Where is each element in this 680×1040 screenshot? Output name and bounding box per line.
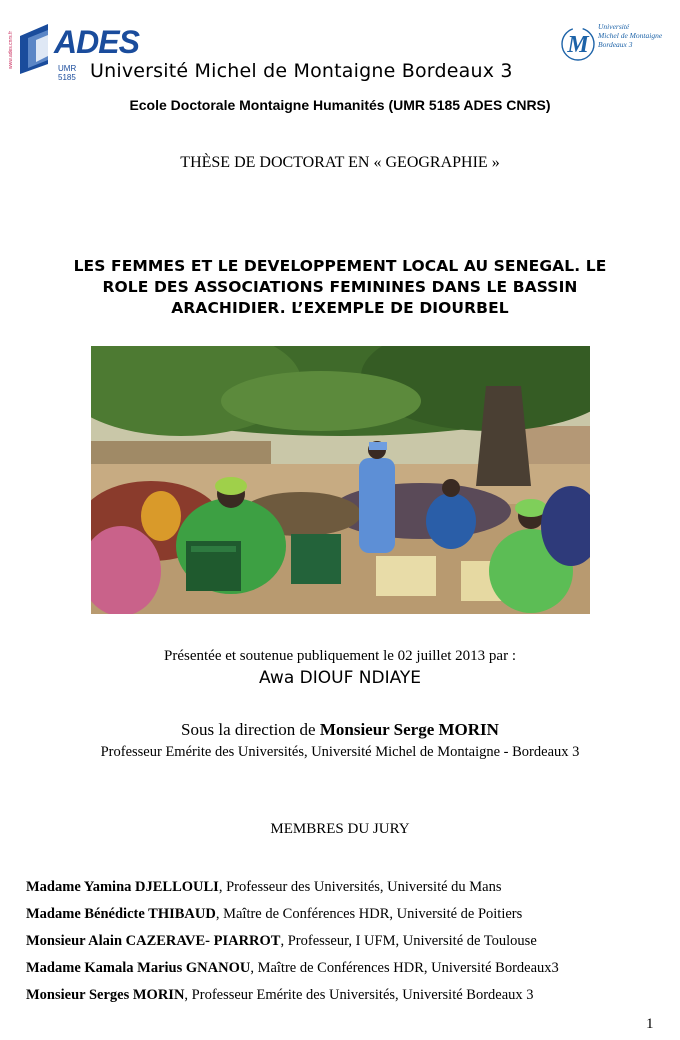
jury-member-name: Madame Yamina DJELLOULI [26,879,219,895]
montaigne-logo-text [598,22,670,49]
montaigne-logo [560,20,670,70]
jury-member-name: Madame Kamala Marius GNANOU [26,960,251,976]
photo-women-meeting-icon [91,346,590,614]
jury-heading: MEMBRES DU JURY [270,821,410,837]
cover-photo [91,346,590,614]
author-name: Awa DIOUF NDIAYE [258,668,422,688]
jury-member-role: , Maître de Conférences HDR, Université de Poitiers [215,906,523,922]
doctoral-school: Ecole Doctorale Montaigne Humanités (UMR 5185 ADES CNRS) [129,97,551,113]
jury-member [26,878,666,905]
university-title: Université Michel de Montaigne Bordeaux 3 [90,60,513,82]
supervision-line [0,720,680,740]
supervision-prefix: Sous la direction de [181,720,320,739]
thesis-title-line: ROLE DES ASSOCIATIONS FEMININES DANS LE BASSIN [102,278,578,296]
jury-member-name: Madame Bénédicte THIBAUD [26,906,216,922]
ades-logo [8,20,139,82]
jury-member-role: , Professeur, I UFM, Université de Toulouse [280,933,537,949]
supervisor-title: Professeur Emérite des Universités, Université Michel de Montaigne - Bordeaux 3 [100,744,580,760]
svg-text:M: M [567,32,589,58]
jury-member-name: Monsieur Serges MORIN [26,987,185,1003]
jury-list [26,878,666,1013]
montaigne-logo-line1: Université [598,22,630,31]
montaigne-logo-line2: Michel de Montaigne [598,31,663,40]
jury-member [26,959,666,986]
jury-member-role: , Professeur Emérite des Universités, Université Bordeaux 3 [184,987,534,1003]
ades-logo-umr: UMR 5185 [58,64,77,82]
montaigne-m-icon [560,24,596,64]
ades-logo-word: ADES [54,24,139,60]
jury-member-role: , Maître de Conférences HDR, Université Bordeaux3 [250,960,559,976]
thesis-title [0,256,680,319]
thesis-type: THÈSE DE DOCTORAT EN « GEOGRAPHIE » [180,154,500,171]
supervisor-name: Monsieur Serge MORIN [319,720,499,739]
ades-logo-side-text: www.ades.cnrs.fr [8,30,14,70]
page-number: 1 [646,1016,654,1032]
defense-statement: Présentée et soutenue publiquement le 02 juillet 2013 par : [164,648,516,664]
jury-member-role: , Professeur des Universités, Université du Mans [218,879,502,895]
jury-member-name: Monsieur Alain CAZERAVE- PIARROT [26,933,281,949]
ades-emblem-icon [20,24,56,74]
thesis-title-line: ARACHIDIER. L’EXEMPLE DE DIOURBEL [171,299,509,317]
montaigne-logo-line3: Bordeaux 3 [598,40,633,49]
jury-member [26,905,666,932]
thesis-title-line: LES FEMMES ET LE DEVELOPPEMENT LOCAL AU SENEGAL. LE [73,257,607,275]
jury-member [26,986,666,1013]
jury-member [26,932,666,959]
